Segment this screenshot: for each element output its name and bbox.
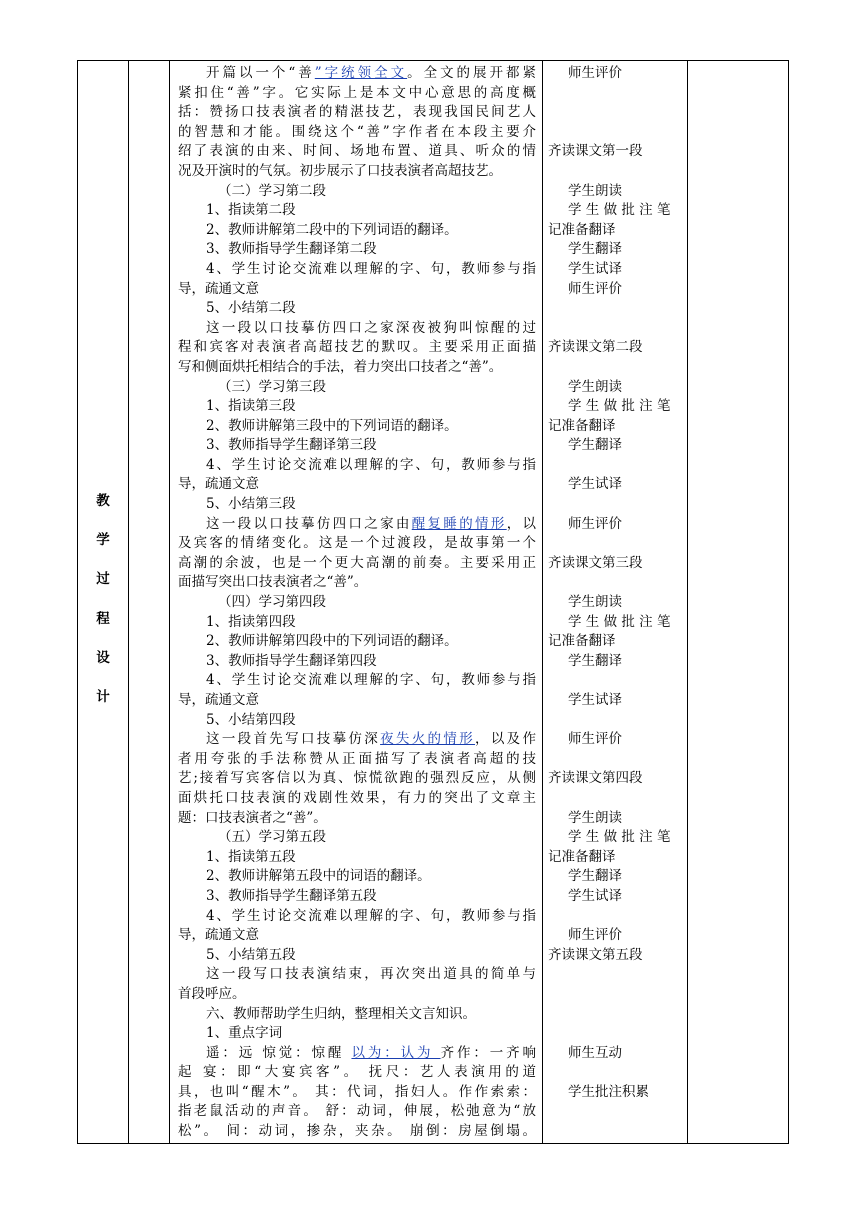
content-text: 3、教师指导学生翻译第五段 <box>206 887 377 904</box>
content-text: 这一段以口技摹仿四口之家由 <box>206 515 412 532</box>
content-text: 具，也叫“醒木”。 其：代词，指妇人。作作索索： <box>178 1083 536 1100</box>
notes-cell <box>688 61 789 1144</box>
content-line <box>178 965 536 985</box>
section-label-cell <box>78 61 129 1144</box>
content-text: 的智慧和才能。围绕这个“善”字作者在本段主要介 <box>178 123 536 140</box>
content-text: 1、指读第四段 <box>206 613 296 630</box>
content-text: 4、学生讨论交流难以理解的字、句，教师参与指 <box>206 907 536 924</box>
content-line <box>178 378 536 398</box>
content-line <box>178 1122 536 1142</box>
content-line <box>178 123 536 143</box>
content-line <box>178 867 536 887</box>
content-text: 首段呼应。 <box>178 985 246 1002</box>
content-text: ，以 <box>506 515 537 532</box>
content-text: （五）学习第五段 <box>218 829 326 846</box>
activity-line: 记准备翻译 <box>548 417 616 434</box>
activity-line: 学 生 做 批 注 笔 <box>568 202 671 219</box>
content-line <box>178 240 536 260</box>
section-label-char: 过 <box>96 571 110 588</box>
content-text: 5、小结第四段 <box>206 711 296 728</box>
activity-line: 学生朗读 <box>568 809 622 826</box>
content-text: 艺;接着写宾客信以为真、惊慌欲跑的强烈反应，从侧 <box>178 770 536 787</box>
content-line <box>178 1102 536 1122</box>
content-text: 5、小结第五段 <box>206 946 296 963</box>
activity-line: 师生评价 <box>568 515 622 532</box>
activity-line: 齐读课文第五段 <box>548 946 643 963</box>
activity-line <box>548 573 683 593</box>
content-line <box>178 260 536 280</box>
activity-line: 师生评价 <box>568 280 622 297</box>
content-line <box>178 1063 536 1083</box>
activity-line <box>548 711 683 731</box>
activity-line <box>548 1063 683 1083</box>
activity-line <box>548 965 683 985</box>
content-line <box>178 417 536 437</box>
content-line <box>178 515 536 535</box>
content-text: 3、教师指导学生翻译第三段 <box>206 437 377 454</box>
content-text: 写和侧面烘托相结合的手法，着力突出口技者之“善”。 <box>178 358 503 375</box>
activity-line: 记准备翻译 <box>548 848 616 865</box>
activity-line <box>548 671 683 691</box>
content-text: 导，疏通文意 <box>178 927 259 944</box>
content-text: 面烘托口技表演的戏剧性效果，有力的突出了文章主 <box>178 789 536 806</box>
activity-line: 师生评价 <box>568 65 622 81</box>
content-text: 程和宾客对表演者高超技艺的默叹。主要采用正面描 <box>178 339 536 356</box>
content-line <box>178 985 536 1005</box>
activity-line: 学生试译 <box>568 887 622 904</box>
content-text: 1、重点字词 <box>206 1025 283 1042</box>
content-line <box>178 182 536 202</box>
activity-line: 学生翻译 <box>568 437 622 454</box>
content-line <box>178 750 536 770</box>
content-text: 齐作：一齐响 <box>440 1044 536 1061</box>
content-line <box>178 613 536 633</box>
content-text: 面描写突出口技表演者之“善”。 <box>178 574 368 591</box>
activity-line <box>548 495 683 515</box>
content-line <box>178 475 536 495</box>
activity-line: 学生试译 <box>568 692 622 708</box>
activity-line: 学生翻译 <box>568 652 622 669</box>
content-line <box>178 907 536 927</box>
teaching-content <box>170 61 542 1142</box>
content-text: 1、指读第三段 <box>206 398 296 415</box>
content-text: 4、学生讨论交流难以理解的字、句，教师参与指 <box>206 672 536 689</box>
content-line <box>178 142 536 162</box>
activity-line: 学 生 做 批 注 笔 <box>568 829 671 846</box>
activity-line <box>548 358 683 378</box>
activity-line <box>548 319 683 339</box>
table-row <box>78 61 789 1144</box>
content-text: ，以及作 <box>475 731 537 748</box>
content-line <box>178 319 536 339</box>
content-text: 1、指读第五段 <box>206 848 296 865</box>
content-text: 紧扣住“善”字。它实际上是本文中心意思的高度概 <box>178 84 536 101</box>
content-text: （四）学习第四段 <box>218 594 326 611</box>
content-text: 开篇以一个“善 <box>206 65 315 81</box>
content-line <box>178 299 536 319</box>
hyperlink-text[interactable]: ”字统领全文 <box>314 65 408 81</box>
content-text: 3、教师指导学生翻译第二段 <box>206 241 377 258</box>
activity-line <box>548 162 683 182</box>
activity-line <box>548 750 683 770</box>
content-text: 2、教师讲解第二段中的下列词语的翻译。 <box>206 221 458 238</box>
activity-line: 齐读课文第一段 <box>548 143 643 160</box>
content-line <box>178 162 536 182</box>
activity-line <box>548 789 683 809</box>
content-line <box>178 103 536 123</box>
activity-line <box>548 985 683 1005</box>
activity-line <box>548 907 683 927</box>
activity-line: 记准备翻译 <box>548 633 616 650</box>
content-text: 2、教师讲解第三段中的下列词语的翻译。 <box>206 417 458 434</box>
activity-line: 学 生 做 批 注 笔 <box>568 613 671 630</box>
content-text: 4、学生讨论交流难以理解的字、句，教师参与指 <box>206 456 536 473</box>
content-text: 5、小结第三段 <box>206 496 296 513</box>
content-text: （三）学习第三段 <box>218 378 326 395</box>
content-line <box>178 64 536 84</box>
content-text: 这一段首先写口技摹仿深 <box>206 731 381 748</box>
content-text: 导，疏通文意 <box>178 476 259 493</box>
activity-line <box>548 123 683 143</box>
content-text: 括：赞扬口技表演者的精湛技艺，表现我国民间艺人 <box>178 104 536 121</box>
content-line <box>178 534 536 554</box>
content-line <box>178 946 536 966</box>
content-line <box>178 1005 536 1025</box>
content-text: 1、指读第二段 <box>206 202 296 219</box>
content-line <box>178 397 536 417</box>
section-label <box>78 482 128 717</box>
section-label-char: 计 <box>96 688 110 705</box>
content-line <box>178 554 536 574</box>
content-line <box>178 1083 536 1103</box>
teaching-content-cell <box>170 61 543 1144</box>
activity-line: 师生评价 <box>568 927 622 944</box>
activity-line: 记准备翻译 <box>548 221 616 238</box>
content-text: 4、学生讨论交流难以理解的字、句，教师参与指 <box>206 260 536 277</box>
content-text: 绍了表演的由来、时间、场地布置、道具、听众的情 <box>178 143 536 160</box>
content-text: 这一段以口技摹仿四口之家深夜被狗叫惊醒的过 <box>206 319 536 336</box>
content-text: 指老鼠活动的声音。 舒：动词，伸展，松弛意为“放 <box>178 1103 536 1120</box>
content-text: 及宾客的情绪变化。这是一个过渡段，是故事第一个 <box>178 535 536 552</box>
content-line <box>178 730 536 750</box>
content-line <box>178 280 536 300</box>
content-text: 2、教师讲解第四段中的下列词语的翻译。 <box>206 633 458 650</box>
activity-line <box>548 84 683 104</box>
content-line <box>178 1044 536 1064</box>
activity-line: 学生朗读 <box>568 182 622 199</box>
content-text: 者用夸张的手法称赞从正面描写了表演者高超的技 <box>178 750 536 767</box>
content-line <box>178 671 536 691</box>
activity-line: 学生朗读 <box>568 378 622 395</box>
content-text: 高潮的余波，也是一个更大高潮的前奏。主要采用正 <box>178 554 536 571</box>
hyperlink-text[interactable]: 醒复睡的情形 <box>411 515 507 532</box>
content-line <box>178 632 536 652</box>
activity-line: 齐读课文第四段 <box>548 770 643 787</box>
activity-line: 师生评价 <box>568 731 622 748</box>
content-text: 导，疏通文意 <box>178 280 259 297</box>
activity-line: 学生批注积累 <box>568 1083 649 1100</box>
content-line <box>178 201 536 221</box>
content-line <box>178 495 536 515</box>
content-text: 导，疏通文意 <box>178 692 259 708</box>
activity-line <box>548 456 683 476</box>
content-line <box>178 338 536 358</box>
content-text: 。全文的展开都紧 <box>407 65 536 81</box>
activity-line <box>548 534 683 554</box>
content-text: 遥：远 惊觉：惊醒 <box>206 1044 352 1061</box>
content-text: 这一段写口技表演结束，再次突出道具的简单与 <box>206 966 536 983</box>
content-line <box>178 573 536 593</box>
content-line <box>178 1024 536 1044</box>
content-line <box>178 593 536 613</box>
content-line <box>178 848 536 868</box>
content-text: 2、教师讲解第五段中的词语的翻译。 <box>206 868 431 885</box>
section-label-char: 设 <box>96 649 110 666</box>
section-label-char: 程 <box>96 610 110 627</box>
content-line <box>178 456 536 476</box>
content-line <box>178 711 536 731</box>
section-label-char: 学 <box>96 532 110 549</box>
content-text: 5、小结第二段 <box>206 300 296 317</box>
content-text: 起 宴：即“大宴宾客”。 抚尺：艺人表演用的道 <box>178 1064 536 1081</box>
content-text: 题：口技表演者之“善”。 <box>178 809 327 826</box>
content-line <box>178 887 536 907</box>
content-line <box>178 358 536 378</box>
content-text: 六、教师帮助学生归纳，整理相关文言知识。 <box>206 1005 476 1022</box>
content-line <box>178 828 536 848</box>
activity-line <box>548 1024 683 1044</box>
activity-line: 齐读课文第二段 <box>548 339 643 356</box>
activity-line: 学生翻译 <box>568 241 622 258</box>
hyperlink-text[interactable]: 以为：认为 <box>351 1044 441 1061</box>
activity-line: 学生试译 <box>568 260 622 277</box>
hyperlink-text[interactable]: 夜失火的情形 <box>380 731 476 748</box>
activity-line <box>548 299 683 319</box>
activity-line: 学生朗读 <box>568 594 622 611</box>
content-line <box>178 691 536 711</box>
content-line <box>178 926 536 946</box>
lesson-plan-table <box>77 60 789 1144</box>
activity-line: 学生试译 <box>568 476 622 493</box>
content-text: 况及开演时的气氛。初步展示了口技表演者高超技艺。 <box>178 162 502 179</box>
content-line <box>178 221 536 241</box>
content-line <box>178 652 536 672</box>
content-text: 3、教师指导学生翻译第四段 <box>206 652 377 669</box>
student-activity <box>543 61 687 1102</box>
activity-line <box>548 103 683 123</box>
activity-line <box>548 1005 683 1025</box>
content-line <box>178 769 536 789</box>
blank-cell <box>129 61 170 1144</box>
activity-line: 学 生 做 批 注 笔 <box>568 398 671 415</box>
content-text: 松”。 间：动词，掺杂，夹杂。 崩倒：房屋倒塌。 <box>178 1123 536 1140</box>
content-text: （二）学习第二段 <box>218 182 326 199</box>
activity-line: 师生互动 <box>568 1044 622 1061</box>
content-line <box>178 809 536 829</box>
student-activity-cell <box>543 61 688 1144</box>
section-label-char: 教 <box>96 493 110 509</box>
content-line <box>178 84 536 104</box>
activity-line: 齐读课文第三段 <box>548 554 643 571</box>
activity-line: 学生翻译 <box>568 868 622 885</box>
content-line <box>178 436 536 456</box>
content-line <box>178 789 536 809</box>
